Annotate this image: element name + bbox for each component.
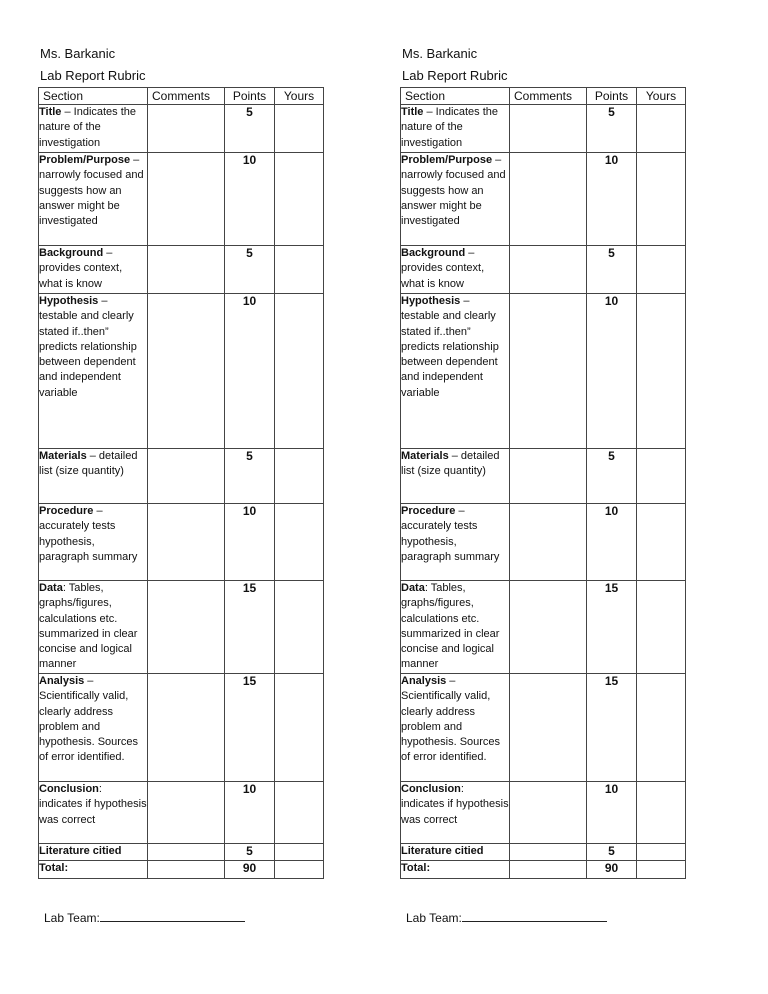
section-cell <box>39 504 148 581</box>
comments-cell <box>510 449 587 504</box>
yours-cell[interactable] <box>275 844 324 861</box>
section-cell <box>39 782 148 844</box>
section-description: – Scientifically valid, clearly address problem and hypothesis. Sources of error identified. <box>39 675 139 764</box>
yours-cell[interactable] <box>637 844 686 861</box>
comments-cell <box>148 844 225 861</box>
rubric-table <box>38 87 324 879</box>
table-row <box>401 674 686 782</box>
comments-cell <box>148 153 225 246</box>
section-description: – Scientifically valid, clearly address problem and hypothesis. Sources of error identified. <box>401 675 501 764</box>
table-row <box>401 844 686 861</box>
section-name: Background <box>401 247 466 259</box>
points-cell: 5 <box>587 449 637 504</box>
table-row <box>39 504 324 581</box>
section-cell <box>39 861 148 879</box>
lab-team-blank[interactable] <box>462 910 607 922</box>
comments-cell <box>510 246 587 294</box>
points-cell: 90 <box>225 861 275 879</box>
column-header-section: Section <box>401 88 510 105</box>
section-description: – narrowly focused and suggests how an answer might be investigated <box>401 154 506 228</box>
table-row-total <box>401 861 686 879</box>
yours-cell[interactable] <box>275 861 324 879</box>
comments-cell <box>148 504 225 581</box>
table-row <box>401 246 686 294</box>
section-name: Data <box>401 582 425 594</box>
table-row <box>39 246 324 294</box>
yours-cell[interactable] <box>275 105 324 153</box>
yours-cell[interactable] <box>275 504 324 581</box>
section-name: Literature citied <box>39 845 122 857</box>
lab-team-line-left <box>44 910 245 925</box>
yours-cell[interactable] <box>275 153 324 246</box>
points-cell: 15 <box>225 674 275 782</box>
section-description: – detailed list (size quantity) <box>401 450 500 478</box>
yours-cell[interactable] <box>637 861 686 879</box>
section-name: Title <box>401 106 424 118</box>
yours-cell[interactable] <box>275 674 324 782</box>
comments-cell <box>510 504 587 581</box>
points-cell: 15 <box>225 581 275 674</box>
section-name: Problem/Purpose <box>401 154 493 166</box>
table-header-row <box>401 88 686 105</box>
yours-cell[interactable] <box>637 449 686 504</box>
section-name: Total: <box>39 862 69 874</box>
section-description: – testable and clearly stated if..then” predicts relationship between dependent and independent variable <box>401 295 499 399</box>
teacher-name: Ms. Barkanic <box>402 46 478 61</box>
section-name: Hypothesis <box>39 295 99 307</box>
points-cell: 15 <box>587 674 637 782</box>
points-cell: 5 <box>225 844 275 861</box>
comments-cell <box>510 105 587 153</box>
comments-cell <box>510 844 587 861</box>
comments-cell <box>148 246 225 294</box>
section-name: Procedure <box>401 505 456 517</box>
comments-cell <box>510 861 587 879</box>
teacher-name: Ms. Barkanic <box>40 46 116 61</box>
points-cell: 5 <box>225 246 275 294</box>
column-header-points: Points <box>587 88 637 105</box>
section-cell <box>39 246 148 294</box>
column-header-yours: Yours <box>275 88 324 105</box>
table-row <box>39 294 324 449</box>
comments-cell <box>510 294 587 449</box>
yours-cell[interactable] <box>637 674 686 782</box>
section-description: – narrowly focused and suggests how an answer might be investigated <box>39 154 144 228</box>
section-cell <box>401 581 510 674</box>
points-cell: 10 <box>225 294 275 449</box>
yours-cell[interactable] <box>637 294 686 449</box>
section-name: Data <box>39 582 63 594</box>
lab-team-label: Lab Team: <box>44 911 100 925</box>
section-name: Analysis <box>401 675 447 687</box>
yours-cell[interactable] <box>275 782 324 844</box>
section-name: Title <box>39 106 62 118</box>
section-description: : indicates if hypothesis was correct <box>39 783 147 826</box>
table-row <box>39 449 324 504</box>
yours-cell[interactable] <box>637 581 686 674</box>
rubric-right <box>400 43 685 879</box>
points-cell: 90 <box>587 861 637 879</box>
table-row <box>39 674 324 782</box>
section-cell <box>401 294 510 449</box>
lab-team-label: Lab Team: <box>406 911 462 925</box>
section-cell <box>39 294 148 449</box>
points-cell: 10 <box>225 782 275 844</box>
section-cell <box>39 844 148 861</box>
section-cell <box>39 449 148 504</box>
table-row <box>401 782 686 844</box>
rubric-title: Lab Report Rubric <box>402 68 508 83</box>
comments-cell <box>148 674 225 782</box>
section-cell <box>39 674 148 782</box>
table-row <box>39 581 324 674</box>
points-cell: 10 <box>587 504 637 581</box>
points-cell: 15 <box>587 581 637 674</box>
section-cell <box>401 674 510 782</box>
yours-cell[interactable] <box>275 294 324 449</box>
rubric-table <box>400 87 686 879</box>
table-row <box>39 844 324 861</box>
section-name: Problem/Purpose <box>39 154 131 166</box>
comments-cell <box>510 782 587 844</box>
lab-team-blank[interactable] <box>100 910 245 922</box>
table-header-row <box>39 88 324 105</box>
comments-cell <box>148 581 225 674</box>
section-description: : Tables, graphs/figures, calculations etc. summarized in clear concise and logical manner <box>39 582 138 671</box>
yours-cell[interactable] <box>637 782 686 844</box>
comments-cell <box>148 294 225 449</box>
yours-cell[interactable] <box>275 246 324 294</box>
section-name: Materials <box>39 450 87 462</box>
section-cell <box>401 504 510 581</box>
points-cell: 10 <box>225 153 275 246</box>
column-header-points: Points <box>225 88 275 105</box>
section-cell <box>401 449 510 504</box>
section-name: Materials <box>401 450 449 462</box>
section-name: Conclusion <box>401 783 461 795</box>
yours-cell[interactable] <box>637 105 686 153</box>
comments-cell <box>148 105 225 153</box>
points-cell: 5 <box>225 105 275 153</box>
yours-cell[interactable] <box>275 581 324 674</box>
points-cell: 10 <box>225 504 275 581</box>
section-description: – accurately tests hypothesis, paragraph summary <box>401 505 500 563</box>
points-cell: 5 <box>587 844 637 861</box>
section-description: : Tables, graphs/figures, calculations etc. summarized in clear concise and logical manner <box>401 582 500 671</box>
comments-cell <box>510 581 587 674</box>
section-cell <box>401 105 510 153</box>
table-row-total <box>39 861 324 879</box>
comments-cell <box>148 782 225 844</box>
section-cell <box>401 844 510 861</box>
section-name: Total: <box>401 862 431 874</box>
rubric-left <box>38 43 323 879</box>
section-cell <box>401 782 510 844</box>
comments-cell <box>148 449 225 504</box>
section-cell <box>401 246 510 294</box>
yours-cell[interactable] <box>637 153 686 246</box>
points-cell: 5 <box>587 246 637 294</box>
section-cell <box>401 153 510 246</box>
table-row <box>401 504 686 581</box>
table-row <box>39 153 324 246</box>
section-name: Analysis <box>39 675 85 687</box>
section-cell <box>39 105 148 153</box>
table-row <box>401 105 686 153</box>
table-row <box>401 449 686 504</box>
yours-cell[interactable] <box>637 246 686 294</box>
section-cell <box>401 861 510 879</box>
table-row <box>39 105 324 153</box>
table-row <box>39 782 324 844</box>
comments-cell <box>148 861 225 879</box>
column-header-section: Section <box>39 88 148 105</box>
section-name: Conclusion <box>39 783 99 795</box>
points-cell: 10 <box>587 153 637 246</box>
comments-cell <box>510 153 587 246</box>
table-row <box>401 294 686 449</box>
section-description: – provides context, what is know <box>39 247 123 290</box>
column-header-comments: Comments <box>510 88 587 105</box>
table-row <box>401 581 686 674</box>
rubric-title: Lab Report Rubric <box>40 68 146 83</box>
section-description: : indicates if hypothesis was correct <box>401 783 509 826</box>
points-cell: 10 <box>587 294 637 449</box>
points-cell: 5 <box>587 105 637 153</box>
comments-cell <box>510 674 587 782</box>
column-header-comments: Comments <box>148 88 225 105</box>
section-name: Hypothesis <box>401 295 461 307</box>
section-description: – Indicates the nature of the investigation <box>401 106 499 149</box>
column-header-yours: Yours <box>637 88 686 105</box>
points-cell: 10 <box>587 782 637 844</box>
section-cell <box>39 581 148 674</box>
section-cell <box>39 153 148 246</box>
section-name: Background <box>39 247 104 259</box>
table-row <box>401 153 686 246</box>
section-description: – accurately tests hypothesis, paragraph summary <box>39 505 138 563</box>
section-description: – provides context, what is know <box>401 247 485 290</box>
yours-cell[interactable] <box>275 449 324 504</box>
section-name: Literature citied <box>401 845 484 857</box>
points-cell: 5 <box>225 449 275 504</box>
yours-cell[interactable] <box>637 504 686 581</box>
lab-team-line-right <box>406 910 607 925</box>
section-description: – detailed list (size quantity) <box>39 450 138 478</box>
section-description: – Indicates the nature of the investigation <box>39 106 137 149</box>
section-description: – testable and clearly stated if..then” predicts relationship between dependent and independent variable <box>39 295 137 399</box>
section-name: Procedure <box>39 505 94 517</box>
